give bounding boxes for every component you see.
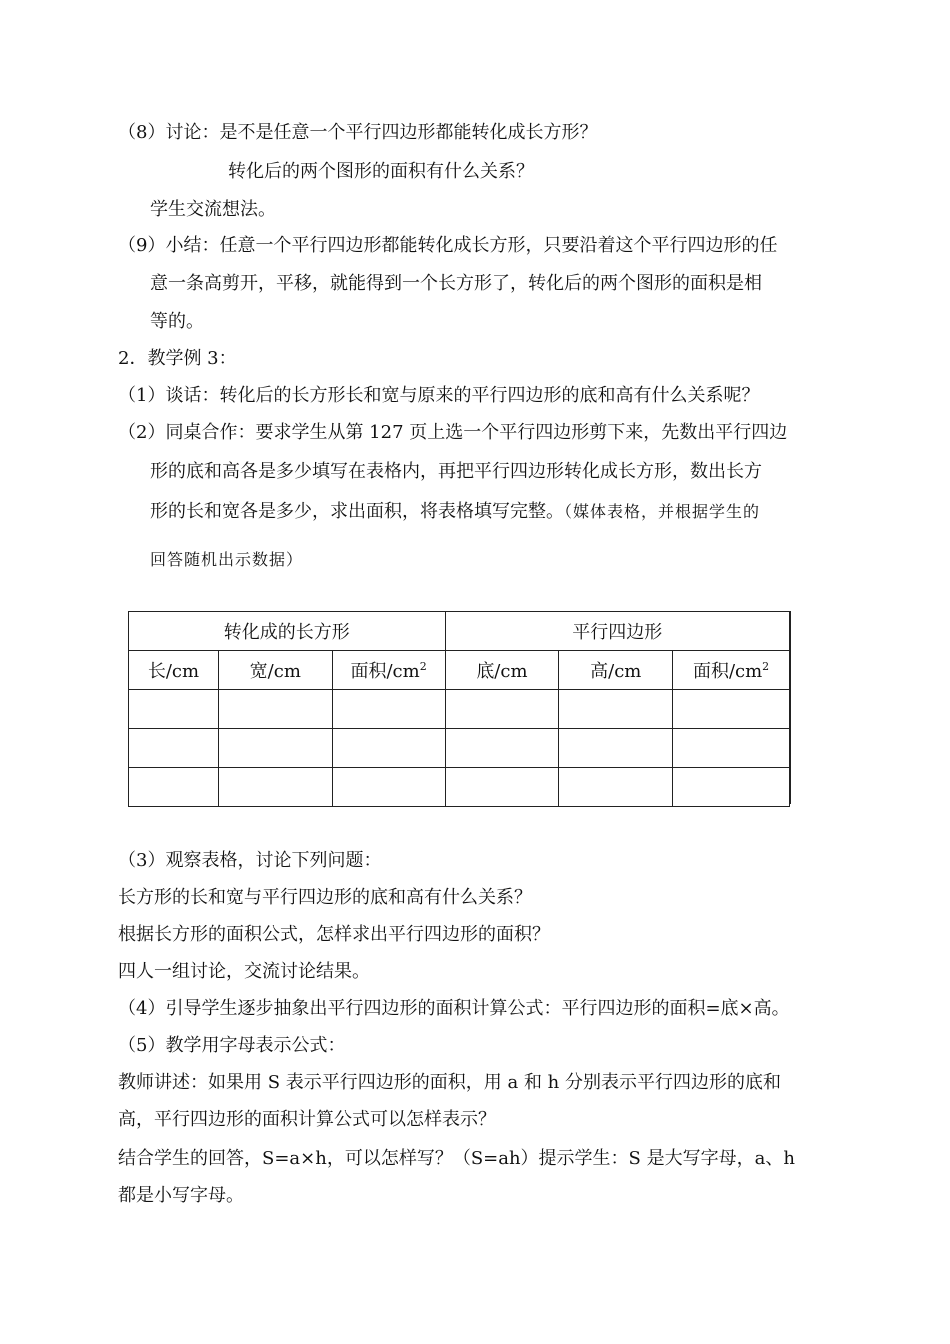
text-line-teacher-explain-cont: 高，平行四边形的面积计算公式可以怎样表示？ xyxy=(118,1109,496,1130)
text-line-pair-work-2-main: 形的长和宽各是多少，求出面积，将表格填写完整。 xyxy=(150,501,564,522)
table-cell xyxy=(129,690,219,729)
text-line-discussion-8-cont: 转化后的两个图形的面积有什么关系？ xyxy=(228,161,534,182)
text-line-pair-work-2-cont2 xyxy=(150,500,760,524)
table-double-border xyxy=(790,611,791,804)
table-row xyxy=(129,768,790,807)
table-group-header-rectangle: 转化成的长方形 xyxy=(129,612,446,651)
table-cell xyxy=(559,690,673,729)
superscript-2: 2 xyxy=(419,660,427,673)
table-header-width: 宽/cm xyxy=(218,651,332,690)
table-header-para-area-label: 面积/cm xyxy=(692,661,763,682)
table-cell xyxy=(218,690,332,729)
table-cell xyxy=(673,729,790,768)
media-note: （媒体表格，并根据学生的 xyxy=(564,502,761,521)
media-note-cont: 回答随机出示数据） xyxy=(150,550,304,569)
table-cell xyxy=(129,729,219,768)
text-line-summary-9-cont2: 等的。 xyxy=(150,311,204,332)
table-header-rect-area xyxy=(332,651,445,690)
text-line-pair-work-2-cont1: 形的底和高各是多少填写在表格内，再把平行四边形转化成长方形，数出长方 xyxy=(150,461,762,482)
table-header-height: 高/cm xyxy=(559,651,673,690)
superscript-2: 2 xyxy=(762,660,770,673)
text-line-student-answer-cont: 都是小写字母。 xyxy=(118,1185,244,1206)
table-cell xyxy=(332,768,445,807)
table-cell xyxy=(218,768,332,807)
table-cell xyxy=(673,768,790,807)
table-cell xyxy=(332,690,445,729)
table-cell xyxy=(129,768,219,807)
text-line-question-area: 根据长方形的面积公式，怎样求出平行四边形的面积？ xyxy=(118,924,550,945)
text-line-students-exchange: 学生交流想法。 xyxy=(150,199,276,220)
table-cell xyxy=(673,690,790,729)
text-line-summary-9-cont1: 意一条高剪开，平移，就能得到一个长方形了，转化后的两个图形的面积是相 xyxy=(150,273,762,294)
table-row xyxy=(129,729,790,768)
table-group-header-parallelogram: 平行四边形 xyxy=(445,612,789,651)
text-line-discussion-8: （8）讨论：是不是任意一个平行四边形都能转化成长方形？ xyxy=(118,122,598,143)
table-cell xyxy=(445,690,559,729)
table-header-para-area xyxy=(673,651,790,690)
table-cell xyxy=(559,729,673,768)
table-header-base: 底/cm xyxy=(445,651,559,690)
text-line-formula-4: （4）引导学生逐步抽象出平行四边形的面积计算公式：平行四边形的面积=底×高。 xyxy=(118,998,790,1019)
text-line-group-discuss: 四人一组讨论，交流讨论结果。 xyxy=(118,961,370,982)
text-line-letters-5: （5）教学用字母表示公式： xyxy=(118,1035,346,1056)
text-line-question-relation: 长方形的长和宽与平行四边形的底和高有什么关系？ xyxy=(118,887,532,908)
section-heading-example-3: 2．教学例 3： xyxy=(118,348,237,369)
text-line-talk-1: （1）谈话：转化后的长方形长和宽与原来的平行四边形的底和高有什么关系呢？ xyxy=(118,385,760,406)
data-table xyxy=(128,611,790,807)
text-line-observe-3: （3）观察表格，讨论下列问题： xyxy=(118,850,382,871)
text-line-pair-work-2: （2）同桌合作：要求学生从第 127 页上选一个平行四边形剪下来，先数出平行四边 xyxy=(118,422,788,443)
text-line-teacher-explain: 教师讲述：如果用 S 表示平行四边形的面积，用 a 和 h 分别表示平行四边形的底和 xyxy=(118,1072,781,1093)
table-cell xyxy=(559,768,673,807)
text-line-summary-9: （9）小结：任意一个平行四边形都能转化成长方形，只要沿着这个平行四边形的任 xyxy=(118,235,778,256)
table-cell xyxy=(445,768,559,807)
table-cell xyxy=(445,729,559,768)
table-row xyxy=(129,690,790,729)
table-cell xyxy=(218,729,332,768)
table-header-rect-area-label: 面积/cm xyxy=(350,661,420,682)
text-line-student-answer: 结合学生的回答，S=a×h，可以怎样写？（S=ah）提示学生：S 是大写字母，a、h xyxy=(118,1148,795,1169)
table-header-length: 长/cm xyxy=(129,651,219,690)
table-cell xyxy=(332,729,445,768)
